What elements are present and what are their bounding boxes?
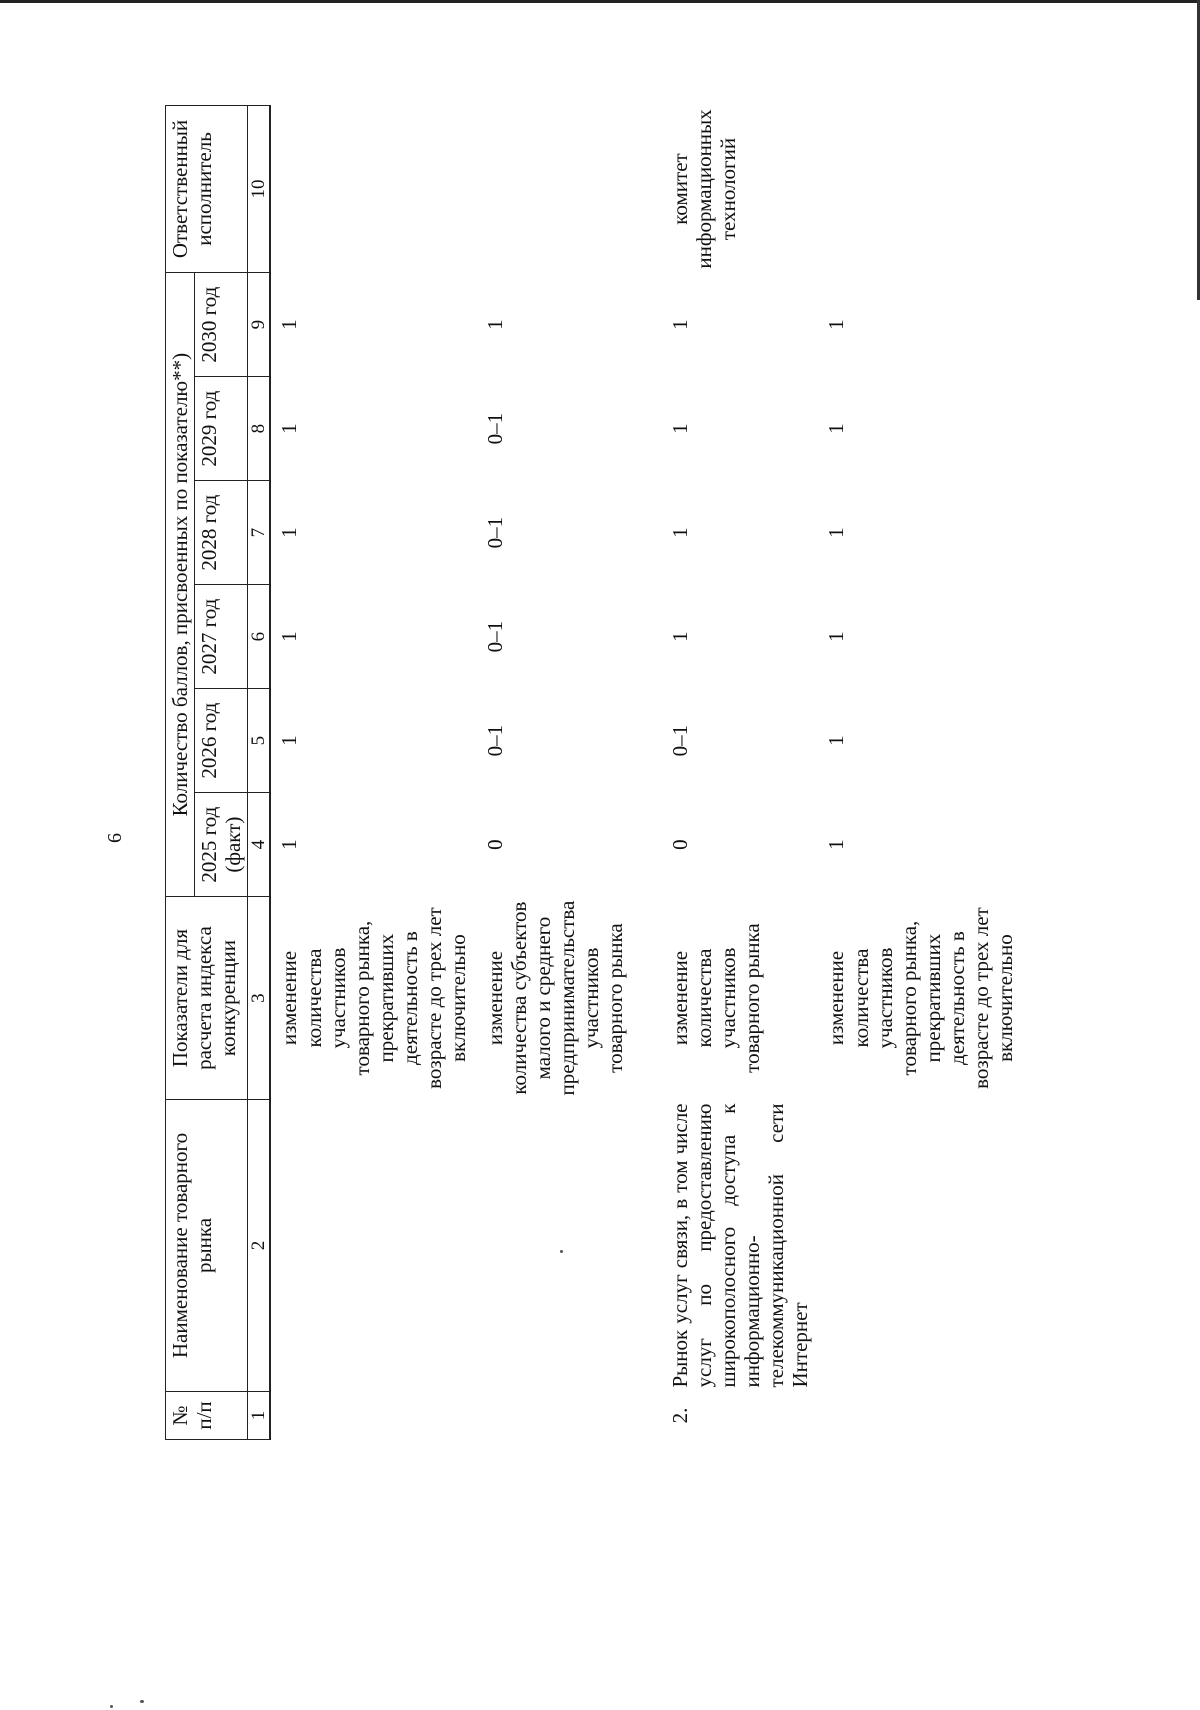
column-number: 2 (248, 1100, 271, 1392)
column-number: 1 (248, 1392, 271, 1440)
row-num (818, 1392, 1023, 1440)
row-indicator: изменение количества участников товарного рынка (667, 923, 764, 1073)
scan-speck (140, 1700, 144, 1703)
column-number: 9 (248, 273, 271, 377)
row-value: 0–1 (482, 620, 507, 653)
header-year: 2030 год (195, 273, 248, 377)
rotated-table-container (165, 100, 1200, 1440)
row-market (270, 1100, 476, 1392)
scan-edge-top (0, 0, 1200, 3)
row-executor (818, 105, 1023, 272)
row-value: 1 (482, 319, 507, 330)
row-value: 1 (667, 631, 692, 642)
row-value: 1 (824, 735, 849, 746)
row-value: 1 (824, 631, 849, 642)
competition-index-table (165, 105, 1024, 1440)
row-value: 1 (667, 423, 692, 434)
header-year: 2028 год (195, 481, 248, 585)
row-market (477, 1100, 662, 1392)
page-number: 6 (104, 833, 126, 843)
row-value: 0–1 (482, 516, 507, 549)
row-value: 1 (824, 527, 849, 538)
row-num (270, 1392, 476, 1440)
row-value: 1 (277, 423, 302, 434)
header-market: Наименование товарного рынка (166, 1100, 248, 1392)
row-indicator: изменение количества участников товарного рынка, прекративших деятельность в возрасте до трех лет включительно (277, 907, 471, 1089)
header-points: Количество баллов, присвоенных по показателю**) (166, 273, 195, 897)
header-num: № п/п (166, 1392, 248, 1440)
table-row (270, 105, 476, 1439)
row-value: 1 (277, 735, 302, 746)
row-market (818, 1100, 1023, 1392)
row-indicator: изменение количества участников товарного рынка, прекративших деятельность в возрасте до трех лет включительно (824, 907, 1018, 1089)
row-value: 1 (277, 319, 302, 330)
row-executor (270, 105, 476, 272)
row-value: 1 (667, 319, 692, 330)
column-number: 7 (248, 481, 271, 585)
header-year: 2025 год (факт) (195, 793, 248, 897)
row-value: 0–1 (667, 724, 692, 757)
row-value: 0–1 (482, 724, 507, 757)
row-executor: комитет информационных технологий (667, 109, 740, 269)
row-value: 1 (277, 527, 302, 538)
scan-speck (110, 1705, 113, 1708)
header-year: 2026 год (195, 689, 248, 793)
row-value: 1 (667, 527, 692, 538)
table-row (662, 105, 819, 1439)
header-executor: Ответственный исполнитель (166, 105, 248, 272)
table-row (477, 105, 662, 1439)
row-market: Рынок услуг связи, в том числе услуг по предоставлению широкополосного доступа к информационно-телекоммуникационной сети Интернет (667, 1103, 813, 1388)
header-year: 2027 год (195, 585, 248, 689)
row-value: 1 (824, 839, 849, 850)
row-value: 1 (277, 631, 302, 642)
column-number: 5 (248, 689, 271, 793)
row-value: 0–1 (482, 412, 507, 445)
row-value: 1 (824, 319, 849, 330)
row-num: 2. (667, 1407, 692, 1424)
row-executor (477, 105, 662, 272)
row-indicator: изменение количества субъектов малого и среднего предпринимательства участников товарного рынка (482, 900, 628, 1096)
row-value: 0 (667, 839, 692, 850)
column-number: 10 (248, 105, 271, 272)
row-value: 1 (277, 839, 302, 850)
column-number: 6 (248, 585, 271, 689)
row-value: 1 (824, 423, 849, 434)
header-year: 2029 год (195, 377, 248, 481)
row-value: 0 (482, 839, 507, 850)
column-number: 3 (248, 897, 271, 1100)
column-number: 4 (248, 793, 271, 897)
table-row (818, 105, 1023, 1439)
column-number: 8 (248, 377, 271, 481)
header-indicator: Показатели для расчета индекса конкуренции (166, 897, 248, 1100)
row-num (477, 1392, 662, 1440)
